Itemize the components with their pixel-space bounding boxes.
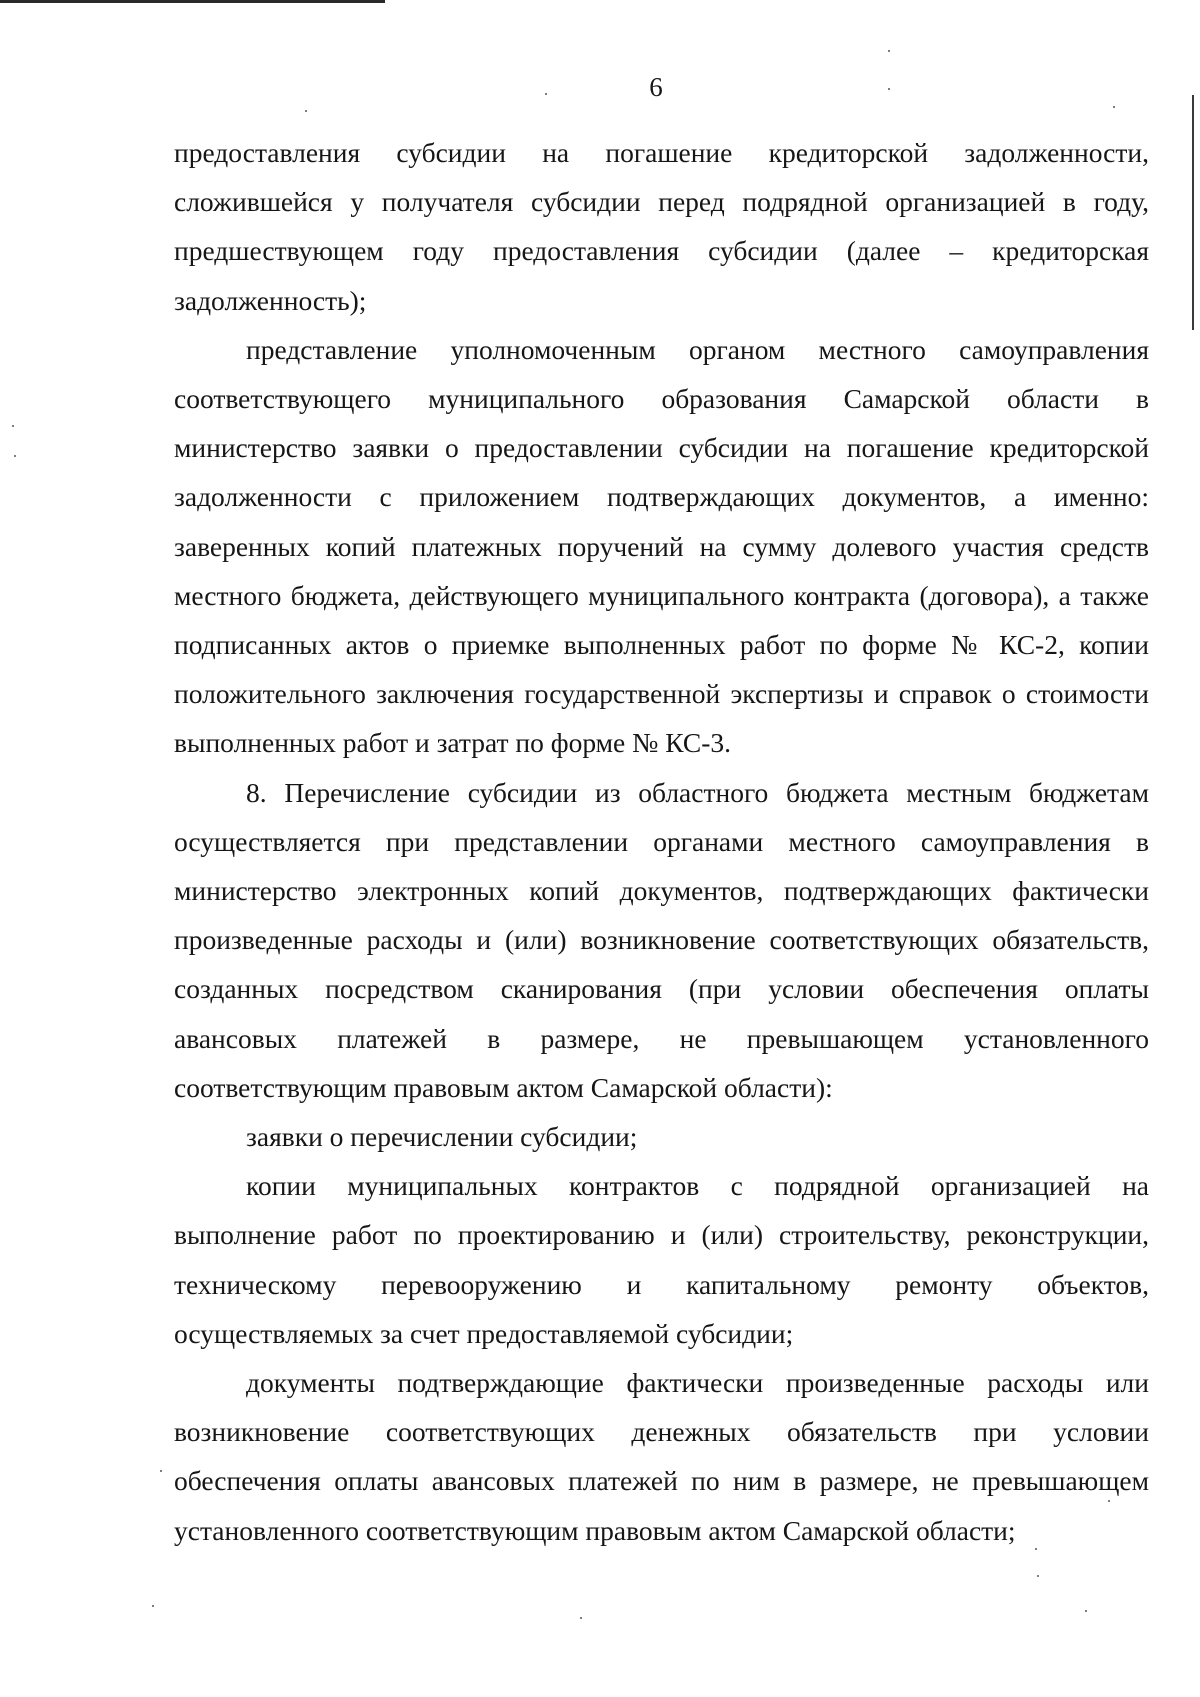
scan-speck <box>1113 106 1115 108</box>
scan-speck <box>1108 1500 1110 1502</box>
scan-speck <box>545 93 547 95</box>
page-number: 6 <box>649 72 663 102</box>
list-item-expense-documents: документы подтверждающие фактически произведенные расходы или возникновение соответствующих денежных обязательств при условии обеспечения оплаты авансовых платежей по ним в размере, не превышающем установленного соответствующим правовым актом Самарской области; <box>174 1367 1149 1546</box>
scan-speck <box>888 88 890 90</box>
scan-speck <box>160 1470 162 1472</box>
scan-edge-line-top <box>0 0 385 3</box>
scan-speck <box>305 110 307 112</box>
scan-speck <box>1085 1610 1087 1612</box>
paragraph-representation-request: представление уполномоченным органом местного самоуправления соответствующего муниципального образования Самарской области в министерство заявки о предоставлении субсидии на погашение кредиторской задолженности с приложением подтверждающих документов, а именно: заверенных копий платежных поручений на сумму долевого участия средств местного бюджета, действующего муниципального контракта (договора), а также подписанных актов о приемке выполненных работ по форме № КС-2, копии положительного заключения государственной экспертизы и справок о стоимости выполненных работ и затрат по форме № КС-3. <box>174 333 1149 759</box>
paragraph-continuation: предоставления субсидии на погашение кредиторской задолженности, сложившейся у получателя субсидии перед подрядной организацией в году, предшествующем году предоставления субсидии (далее – кредиторская задолженность); <box>174 137 1149 316</box>
scan-speck <box>1037 1575 1039 1577</box>
scan-speck <box>580 1617 582 1619</box>
scan-speck <box>888 50 890 52</box>
document-body <box>174 128 1149 1555</box>
scan-edge-line-right <box>1192 95 1194 330</box>
list-item-contract-copies: копии муниципальных контрактов с подрядной организацией на выполнение работ по проектированию и (или) строительству, реконструкции, техническому перевооружению и капитальному ремонту объектов, осуществляемых за счет предоставляемой субсидии; <box>174 1170 1149 1349</box>
paragraph-item-8: 8. Перечисление субсидии из областного бюджета местным бюджетам осуществляется при представлении органами местного самоуправления в министерство электронных копий документов, подтверждающих фактически произведенные расходы и (или) возникновение соответствующих обязательств, созданных посредством сканирования (при условии обеспечения оплаты авансовых платежей в размере, не превышающем установленного соответствующим правовым актом Самарской области): <box>174 776 1149 1103</box>
scan-speck <box>152 1605 154 1607</box>
list-item-transfer-request: заявки о перечислении субсидии; <box>246 1121 638 1153</box>
scan-speck <box>1035 1548 1037 1550</box>
scan-speck <box>12 425 14 427</box>
scan-speck <box>14 455 16 457</box>
